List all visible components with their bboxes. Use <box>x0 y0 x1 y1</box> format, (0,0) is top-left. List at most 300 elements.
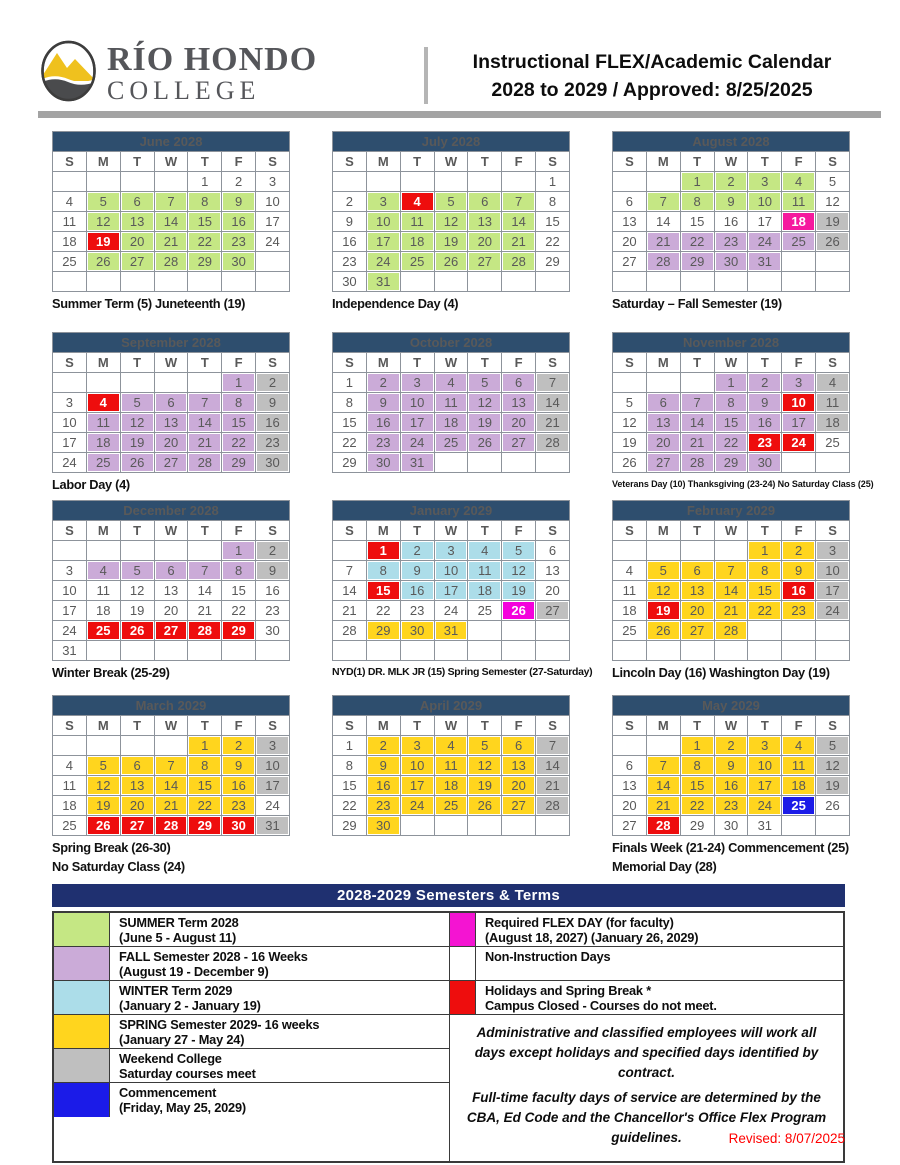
calendar-table <box>52 131 290 292</box>
day-cell: 10 <box>53 413 87 433</box>
day-cell <box>333 172 367 192</box>
day-cell: 7 <box>333 561 367 581</box>
day-cell <box>816 272 850 292</box>
page-title <box>432 48 872 104</box>
day-cell: 31 <box>748 252 782 272</box>
day-cell <box>120 172 154 192</box>
calendar-table <box>612 695 850 836</box>
weekday-header: T <box>748 521 782 541</box>
day-cell: 18 <box>86 433 120 453</box>
day-cell: 8 <box>680 192 714 212</box>
month-title: November 2028 <box>613 333 850 353</box>
weekday-header: S <box>256 152 290 172</box>
day-cell: 22 <box>536 232 570 252</box>
day-cell <box>536 641 570 661</box>
day-cell: 21 <box>154 232 188 252</box>
legend-label: WINTER Term 2029 (January 2 - January 19) <box>119 983 261 1013</box>
day-cell: 11 <box>816 393 850 413</box>
legend-label: Commencement (Friday, May 25, 2029) <box>119 1085 246 1115</box>
day-cell: 9 <box>222 192 256 212</box>
day-cell: 23 <box>714 232 748 252</box>
day-cell: 22 <box>714 433 748 453</box>
day-cell: 19 <box>86 796 120 816</box>
weekday-header: S <box>816 521 850 541</box>
day-cell: 13 <box>613 212 647 232</box>
day-cell: 1 <box>680 172 714 192</box>
day-cell: 15 <box>366 581 400 601</box>
weekday-header: T <box>400 521 434 541</box>
day-cell: 12 <box>646 581 680 601</box>
month-caption: Spring Break (26-30) <box>52 840 171 855</box>
day-cell: 25 <box>434 433 468 453</box>
day-cell <box>86 373 120 393</box>
day-cell <box>400 272 434 292</box>
day-cell: 13 <box>536 561 570 581</box>
month-title: September 2028 <box>53 333 290 353</box>
day-cell: 13 <box>120 776 154 796</box>
day-cell: 2 <box>256 541 290 561</box>
day-cell: 1 <box>188 172 222 192</box>
day-cell: 30 <box>222 252 256 272</box>
day-cell <box>613 172 647 192</box>
legend-right-column <box>450 913 843 1161</box>
day-cell: 30 <box>256 621 290 641</box>
day-cell: 5 <box>646 561 680 581</box>
weekday-header: M <box>86 521 120 541</box>
day-cell: 27 <box>154 453 188 473</box>
day-cell: 9 <box>366 393 400 413</box>
day-cell: 17 <box>748 212 782 232</box>
weekday-header: T <box>120 152 154 172</box>
day-cell: 26 <box>434 252 468 272</box>
day-cell: 2 <box>782 541 816 561</box>
day-cell: 17 <box>400 776 434 796</box>
day-cell: 19 <box>816 776 850 796</box>
day-cell <box>86 272 120 292</box>
weekday-header: T <box>188 521 222 541</box>
day-cell: 31 <box>256 816 290 836</box>
day-cell: 21 <box>188 433 222 453</box>
day-cell: 25 <box>434 796 468 816</box>
day-cell <box>256 641 290 661</box>
weekday-header: S <box>53 152 87 172</box>
day-cell: 3 <box>434 541 468 561</box>
day-cell <box>613 373 647 393</box>
day-cell: 27 <box>468 252 502 272</box>
legend-label: SPRING Semester 2029- 16 weeks (January 27 - May 24) <box>119 1017 320 1047</box>
day-cell: 2 <box>400 541 434 561</box>
day-cell <box>536 621 570 641</box>
day-cell: 28 <box>154 816 188 836</box>
day-cell: 12 <box>86 776 120 796</box>
day-cell: 9 <box>256 393 290 413</box>
legend-note-paragraph: Full-time faculty days of service are determined by the CBA, Ed Code and the Chancellor's Office Flex Program guidelines. <box>466 1090 827 1145</box>
day-cell: 8 <box>536 192 570 212</box>
month-caption: No Saturday Class (24) <box>52 859 185 874</box>
day-cell <box>646 272 680 292</box>
day-cell <box>222 272 256 292</box>
day-cell: 24 <box>400 433 434 453</box>
day-cell: 6 <box>536 541 570 561</box>
weekday-header: T <box>748 716 782 736</box>
day-cell: 28 <box>502 252 536 272</box>
day-cell: 5 <box>468 373 502 393</box>
day-cell: 6 <box>120 192 154 212</box>
weekday-header: W <box>154 521 188 541</box>
day-cell: 7 <box>154 192 188 212</box>
weekday-header: T <box>400 353 434 373</box>
day-cell: 26 <box>86 252 120 272</box>
day-cell <box>120 272 154 292</box>
day-cell: 4 <box>434 373 468 393</box>
weekday-header: T <box>748 353 782 373</box>
legend-title: 2028-2029 Semesters & Terms <box>52 884 845 907</box>
calendar-table <box>52 500 290 661</box>
day-cell: 18 <box>400 232 434 252</box>
header-rule <box>38 111 881 118</box>
day-cell: 26 <box>502 601 536 621</box>
day-cell: 17 <box>748 776 782 796</box>
day-cell: 17 <box>400 413 434 433</box>
day-cell: 8 <box>680 756 714 776</box>
day-cell: 21 <box>154 796 188 816</box>
weekday-header: S <box>53 521 87 541</box>
day-cell: 26 <box>86 816 120 836</box>
day-cell <box>714 541 748 561</box>
weekday-header: S <box>613 353 647 373</box>
day-cell: 9 <box>714 756 748 776</box>
day-cell: 13 <box>468 212 502 232</box>
day-cell: 24 <box>816 601 850 621</box>
day-cell: 23 <box>714 796 748 816</box>
day-cell: 10 <box>748 192 782 212</box>
weekday-header: M <box>646 353 680 373</box>
day-cell: 15 <box>188 212 222 232</box>
day-cell: 27 <box>154 621 188 641</box>
day-cell: 7 <box>714 561 748 581</box>
day-cell: 26 <box>816 796 850 816</box>
day-cell: 20 <box>502 776 536 796</box>
day-cell: 21 <box>680 433 714 453</box>
day-cell <box>120 373 154 393</box>
day-cell: 24 <box>256 796 290 816</box>
day-cell: 31 <box>366 272 400 292</box>
weekday-header: M <box>646 152 680 172</box>
weekday-header: T <box>748 152 782 172</box>
day-cell <box>816 621 850 641</box>
weekday-header: M <box>646 521 680 541</box>
day-cell <box>120 641 154 661</box>
month-caption: Lincoln Day (16) Washington Day (19) <box>612 665 830 680</box>
day-cell <box>646 736 680 756</box>
day-cell: 24 <box>366 252 400 272</box>
day-cell: 14 <box>502 212 536 232</box>
weekday-header: S <box>333 152 367 172</box>
weekday-header: T <box>188 353 222 373</box>
day-cell: 6 <box>502 736 536 756</box>
day-cell: 20 <box>154 433 188 453</box>
month-caption: NYD(1) DR. MLK JR (15) Spring Semester (27-Saturday) <box>332 666 593 678</box>
day-cell: 25 <box>816 433 850 453</box>
day-cell <box>613 541 647 561</box>
weekday-header: F <box>502 152 536 172</box>
revised-date: Revised: 8/07/2025 <box>728 1131 845 1146</box>
day-cell: 18 <box>468 581 502 601</box>
day-cell: 7 <box>188 561 222 581</box>
weekday-header: W <box>434 521 468 541</box>
weekday-header: M <box>366 521 400 541</box>
month-january-2029 <box>332 500 593 695</box>
day-cell: 16 <box>782 581 816 601</box>
day-cell: 8 <box>714 393 748 413</box>
month-caption: Memorial Day (28) <box>612 859 717 874</box>
day-cell <box>613 641 647 661</box>
day-cell <box>502 641 536 661</box>
weekday-header: S <box>333 353 367 373</box>
day-cell: 11 <box>468 561 502 581</box>
day-cell <box>468 453 502 473</box>
day-cell: 4 <box>816 373 850 393</box>
weekday-header: F <box>782 152 816 172</box>
day-cell: 21 <box>333 601 367 621</box>
month-december-2028 <box>52 500 290 695</box>
day-cell: 24 <box>53 453 87 473</box>
weekday-header: T <box>468 521 502 541</box>
day-cell: 28 <box>646 252 680 272</box>
legend-table <box>52 911 845 1163</box>
day-cell <box>188 641 222 661</box>
day-cell: 13 <box>680 581 714 601</box>
day-cell: 10 <box>366 212 400 232</box>
day-cell: 10 <box>256 192 290 212</box>
weekday-header: S <box>333 716 367 736</box>
day-cell <box>468 272 502 292</box>
legend-label: FALL Semester 2028 - 16 Weeks (August 19 - December 9) <box>119 949 308 979</box>
day-cell: 21 <box>536 776 570 796</box>
day-cell <box>646 373 680 393</box>
day-cell: 26 <box>120 453 154 473</box>
day-cell: 25 <box>613 621 647 641</box>
day-cell <box>434 272 468 292</box>
day-cell <box>154 641 188 661</box>
day-cell <box>86 736 120 756</box>
day-cell: 21 <box>536 413 570 433</box>
day-cell: 16 <box>366 776 400 796</box>
day-cell: 10 <box>256 756 290 776</box>
day-cell: 2 <box>714 172 748 192</box>
calendar-table <box>52 695 290 836</box>
day-cell: 15 <box>536 212 570 232</box>
month-april-2029 <box>332 695 570 874</box>
day-cell <box>748 621 782 641</box>
month-caption: Veterans Day (10) Thanksgiving (23-24) No Saturday Class (25) <box>612 479 874 489</box>
weekday-header: T <box>188 152 222 172</box>
day-cell: 24 <box>748 232 782 252</box>
weekday-header: T <box>400 716 434 736</box>
day-cell: 22 <box>333 796 367 816</box>
college-logo <box>40 40 317 107</box>
day-cell: 12 <box>120 581 154 601</box>
day-cell: 26 <box>468 433 502 453</box>
day-cell: 3 <box>782 373 816 393</box>
calendar-table <box>332 332 570 473</box>
weekday-header: F <box>502 521 536 541</box>
day-cell: 3 <box>748 736 782 756</box>
day-cell: 2 <box>256 373 290 393</box>
day-cell: 20 <box>613 232 647 252</box>
day-cell: 13 <box>502 756 536 776</box>
day-cell <box>256 272 290 292</box>
month-may-2029 <box>612 695 850 874</box>
day-cell: 20 <box>154 601 188 621</box>
weekday-header: S <box>536 521 570 541</box>
day-cell <box>188 541 222 561</box>
day-cell: 16 <box>222 776 256 796</box>
day-cell: 5 <box>502 541 536 561</box>
day-cell: 30 <box>714 816 748 836</box>
weekday-header: T <box>680 353 714 373</box>
day-cell <box>366 641 400 661</box>
day-cell: 24 <box>256 232 290 252</box>
day-cell <box>53 736 87 756</box>
weekday-header: W <box>434 152 468 172</box>
day-cell: 6 <box>613 192 647 212</box>
day-cell <box>154 172 188 192</box>
day-cell <box>154 373 188 393</box>
day-cell: 23 <box>333 252 367 272</box>
day-cell: 11 <box>613 581 647 601</box>
day-cell: 8 <box>222 393 256 413</box>
day-cell: 16 <box>714 776 748 796</box>
day-cell: 4 <box>53 192 87 212</box>
day-cell: 1 <box>333 373 367 393</box>
day-cell <box>188 373 222 393</box>
weekday-header: S <box>816 152 850 172</box>
legend-row <box>54 1015 449 1049</box>
day-cell: 28 <box>536 796 570 816</box>
day-cell <box>468 172 502 192</box>
day-cell: 5 <box>86 756 120 776</box>
day-cell <box>502 272 536 292</box>
day-cell: 3 <box>816 541 850 561</box>
day-cell <box>468 641 502 661</box>
day-cell: 7 <box>536 373 570 393</box>
day-cell: 19 <box>646 601 680 621</box>
day-cell: 12 <box>816 192 850 212</box>
month-title: June 2028 <box>53 132 290 152</box>
day-cell: 12 <box>613 413 647 433</box>
day-cell: 14 <box>536 393 570 413</box>
day-cell: 29 <box>222 621 256 641</box>
weekday-header: T <box>680 152 714 172</box>
day-cell: 27 <box>120 252 154 272</box>
day-cell: 27 <box>680 621 714 641</box>
day-cell: 17 <box>53 601 87 621</box>
weekday-header: W <box>434 716 468 736</box>
legend-row <box>54 913 449 947</box>
legend-left-column <box>54 913 450 1161</box>
day-cell: 9 <box>714 192 748 212</box>
day-cell: 28 <box>154 252 188 272</box>
month-title: May 2029 <box>613 696 850 716</box>
day-cell: 3 <box>256 736 290 756</box>
day-cell <box>680 641 714 661</box>
month-title: October 2028 <box>333 333 570 353</box>
weekday-header: T <box>680 521 714 541</box>
day-cell: 10 <box>400 756 434 776</box>
day-cell: 18 <box>613 601 647 621</box>
day-cell: 19 <box>434 232 468 252</box>
day-cell: 24 <box>782 433 816 453</box>
day-cell: 1 <box>222 541 256 561</box>
day-cell: 16 <box>256 413 290 433</box>
day-cell: 20 <box>536 581 570 601</box>
day-cell: 15 <box>333 413 367 433</box>
day-cell <box>53 541 87 561</box>
month-title: April 2029 <box>333 696 570 716</box>
day-cell: 2 <box>222 172 256 192</box>
month-title: February 2029 <box>613 501 850 521</box>
legend-row <box>54 1049 449 1083</box>
month-title: December 2028 <box>53 501 290 521</box>
day-cell: 26 <box>613 453 647 473</box>
weekday-header: T <box>120 521 154 541</box>
day-cell: 12 <box>86 212 120 232</box>
day-cell: 29 <box>714 453 748 473</box>
day-cell: 9 <box>222 756 256 776</box>
day-cell: 20 <box>680 601 714 621</box>
day-cell: 18 <box>816 413 850 433</box>
day-cell: 30 <box>400 621 434 641</box>
day-cell: 2 <box>714 736 748 756</box>
day-cell: 1 <box>748 541 782 561</box>
day-cell: 24 <box>400 796 434 816</box>
day-cell: 7 <box>536 736 570 756</box>
day-cell: 11 <box>434 756 468 776</box>
day-cell <box>748 272 782 292</box>
day-cell <box>154 736 188 756</box>
day-cell: 27 <box>613 816 647 836</box>
weekday-header: S <box>613 716 647 736</box>
weekday-header: W <box>154 716 188 736</box>
day-cell: 17 <box>53 433 87 453</box>
day-cell: 18 <box>434 776 468 796</box>
day-cell: 4 <box>613 561 647 581</box>
weekday-header: M <box>366 716 400 736</box>
weekday-header: S <box>613 521 647 541</box>
day-cell: 23 <box>366 433 400 453</box>
day-cell: 24 <box>748 796 782 816</box>
day-cell: 9 <box>782 561 816 581</box>
legend-color-swatch <box>54 1049 110 1082</box>
day-cell: 9 <box>366 756 400 776</box>
weekday-header: S <box>333 521 367 541</box>
day-cell: 14 <box>714 581 748 601</box>
weekday-header: F <box>222 716 256 736</box>
day-cell: 3 <box>400 373 434 393</box>
weekday-header: M <box>86 716 120 736</box>
day-cell: 22 <box>222 601 256 621</box>
weekday-header: W <box>714 353 748 373</box>
day-cell: 13 <box>613 776 647 796</box>
day-cell <box>468 816 502 836</box>
legend-right-rows <box>450 913 843 1015</box>
day-cell: 27 <box>613 252 647 272</box>
day-cell: 10 <box>53 581 87 601</box>
weekday-header: S <box>53 716 87 736</box>
day-cell: 17 <box>782 413 816 433</box>
header-divider <box>424 47 428 104</box>
